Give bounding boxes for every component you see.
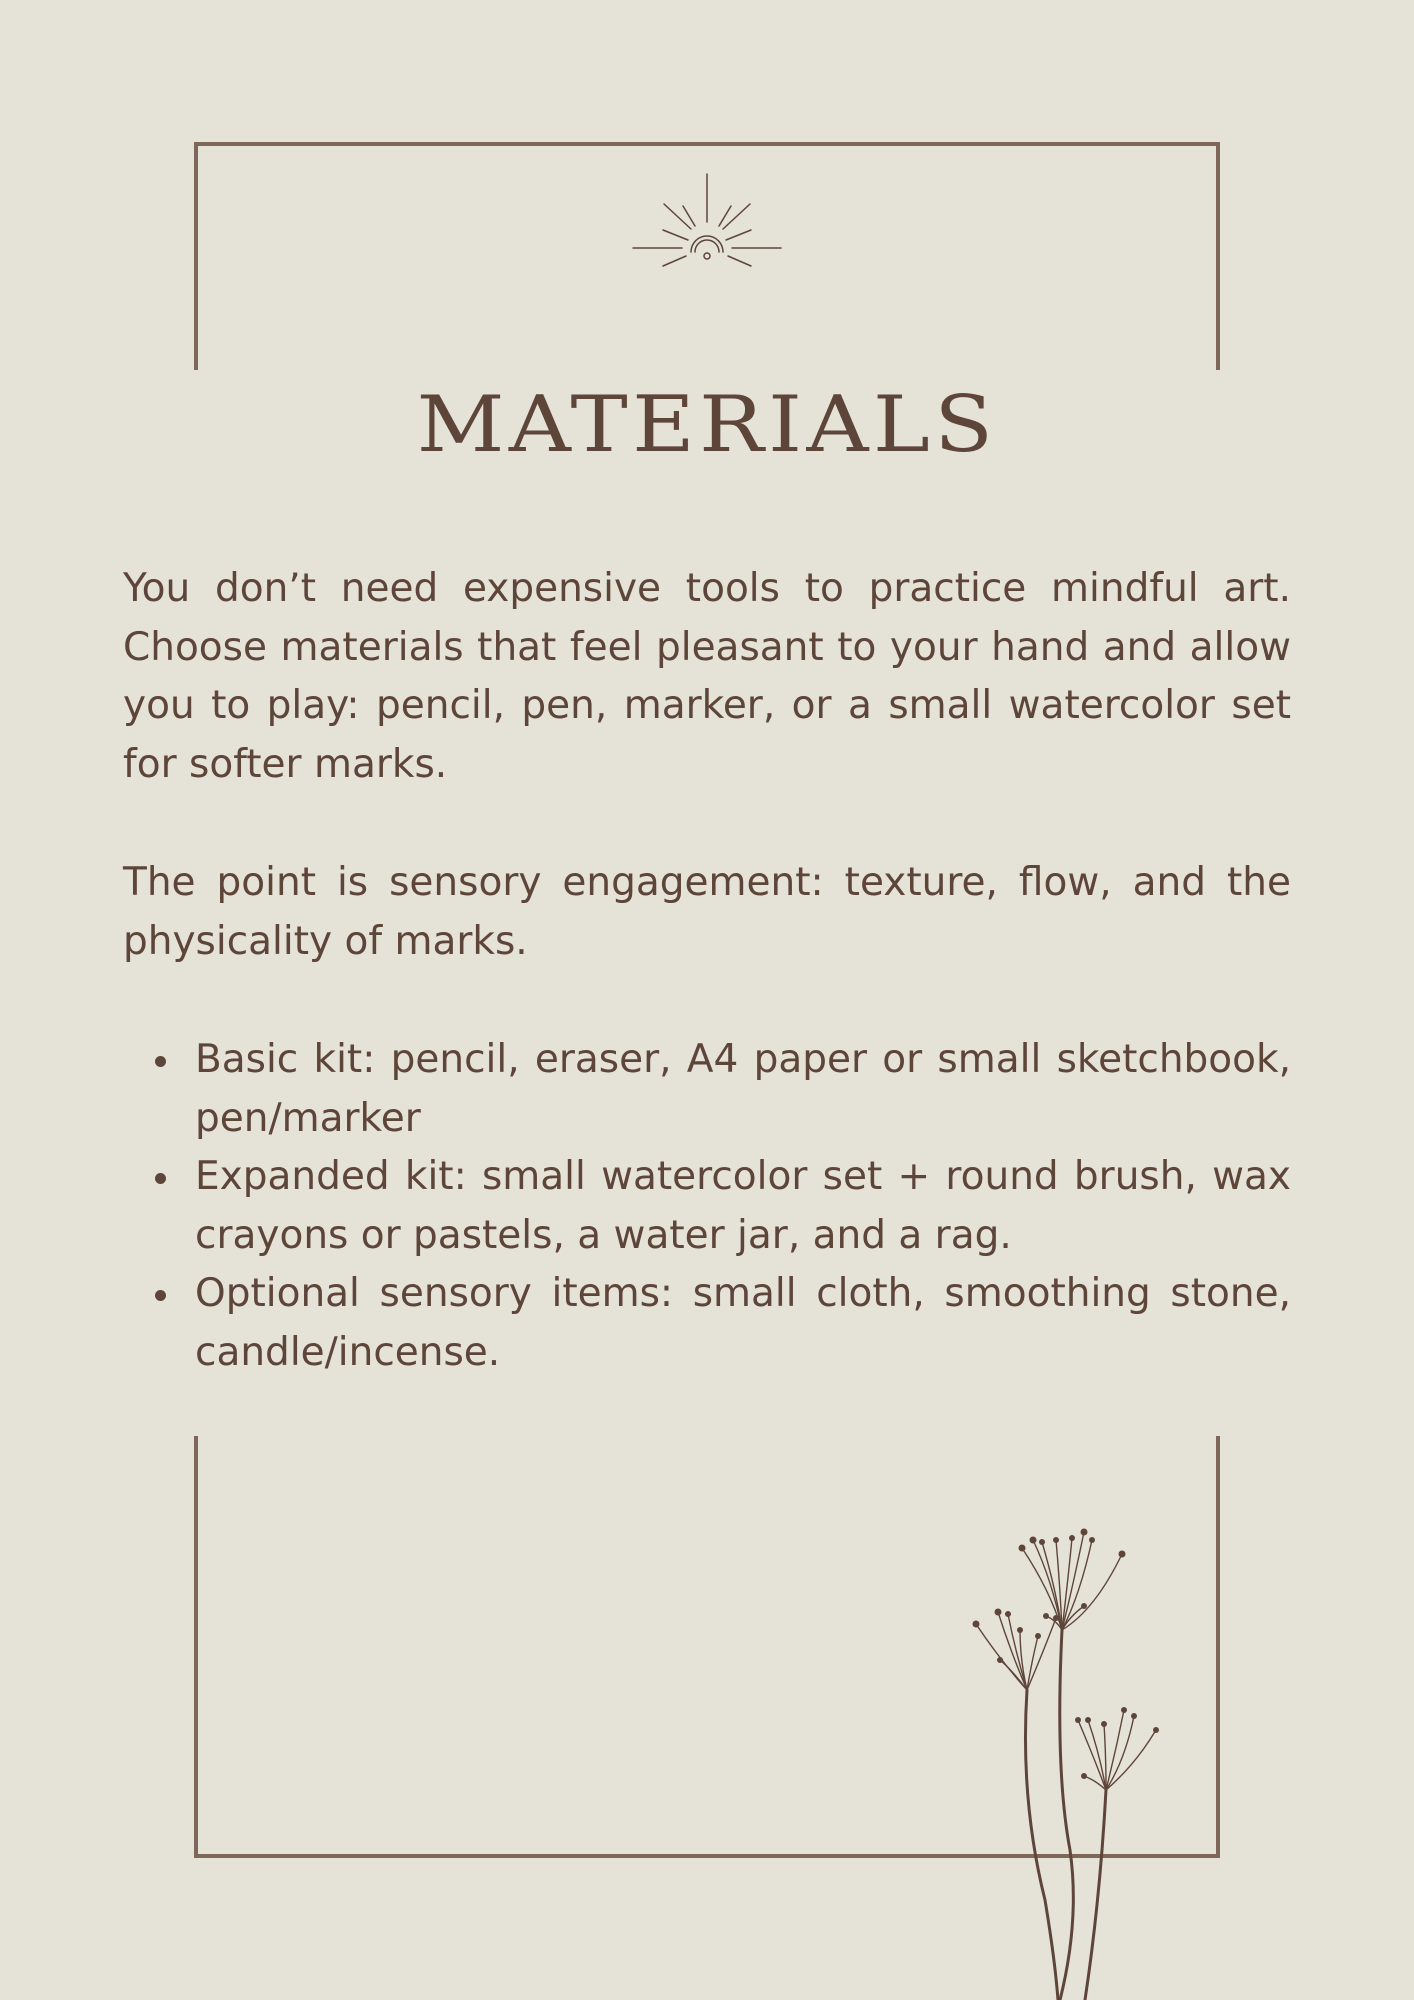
wildflower-icon [960, 1520, 1170, 2000]
sensory-paragraph: The point is sensory engagement: texture, flow, and the physicality of marks. [123, 860, 1291, 964]
list-item: Expanded kit: small watercolor set + round brush, wax crayons or pastels, a water jar, and a rag. [195, 1148, 1291, 1265]
list-item: Optional sensory items: small cloth, smoothing stone, candle/incense. [195, 1265, 1291, 1382]
materials-list [195, 1031, 1291, 1382]
page-title: MATERIALS [416, 380, 998, 470]
intro-paragraph: You don’t need expensive tools to practice mindful art. Choose materials that feel pleasant to your hand and allow you to play: pencil, pen, marker, or a small watercolor set for softer marks. [123, 566, 1291, 787]
list-item: Basic kit: pencil, eraser, A4 paper or small sketchbook, pen/marker [195, 1031, 1291, 1148]
sun-rays-icon [630, 170, 784, 270]
